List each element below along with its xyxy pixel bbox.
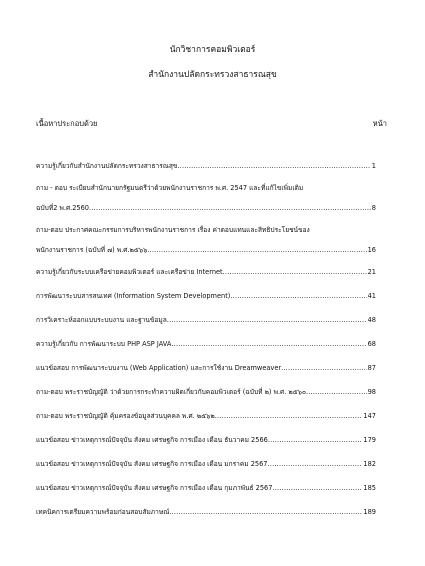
toc-entry-page-number: 8 (371, 204, 376, 212)
toc-entry-line (36, 483, 376, 493)
toc-entry-title-line: ถาม-ตอบ ประกาศคณะกรรมการบริหารพนักงานราชการ เรื่อง ค่าตอบแทนและสิทธิประโยชน์ของ (36, 226, 310, 234)
toc-entry-title: ความรู้เกี่ยวกับระบบเครือข่ายคอมพิวเตอร์ และเครือข่าย Internet (36, 268, 223, 276)
toc-entry-title: การวิเคราะห์ออกแบบระบบงาน และฐานข้อมูล (36, 316, 167, 324)
toc-entry (36, 291, 376, 301)
toc-entry-title: แนวข้อสอบ ข่าวเหตุการณ์ปัจจุบัน สังคม เศรษฐกิจ การเมือง เดือน มกราคม 2567 (36, 460, 268, 468)
toc-entry-title: ถาม-ตอบ พระราชบัญญัติ ว่าด้วยการกระทำความผิดเกี่ยวกับคอมพิวเตอร์ (ฉบับที่ ๒) พ.ศ. ๒๕๖๐ (36, 388, 306, 396)
toc-entry-page-number: 68 (367, 340, 376, 348)
toc-entry-line (36, 363, 376, 373)
toc-entry-line (36, 459, 376, 469)
dot-leader (281, 363, 367, 373)
toc-entry-line (36, 267, 376, 277)
toc-entry-title: พนักงานราชการ (ฉบับที่ ๗) พ.ศ.๒๕๖๖ (36, 246, 148, 254)
dot-leader (268, 435, 363, 445)
toc-entry-page-number: 87 (367, 364, 376, 372)
toc-entry-page-number: 179 (363, 436, 376, 444)
toc-entry-line (36, 507, 376, 517)
toc-entry-title: ความรู้เกี่ยวกับสำนักงานปลัดกระทรวงสาธารณสุข (36, 162, 178, 170)
toc-entry-line (36, 245, 376, 255)
toc-entry-line (36, 411, 376, 421)
document-subtitle: สำนักงานปลัดกระทรวงสาธารณสุข (148, 70, 277, 80)
toc-entry-title: ฉบับที่2 พ.ศ.2560 (36, 204, 90, 212)
dot-leader (230, 291, 366, 301)
toc-entry (36, 315, 376, 325)
toc-entry (36, 363, 376, 373)
toc-entry (36, 339, 376, 349)
toc-entry-line (36, 435, 376, 445)
toc-entry-title: การพัฒนาระบบสารสนเทศ (Information System Development) (36, 292, 231, 300)
page-column-label: หน้า (372, 119, 387, 128)
toc-entry-page-number: 16 (367, 246, 376, 254)
toc-entry-page-number: 147 (363, 412, 376, 420)
toc-entry (36, 507, 376, 517)
toc-entry-title: ความรู้เกี่ยวกับ การพัฒนาระบบ PHP ASP JAVA (36, 340, 172, 348)
dot-leader (272, 483, 362, 493)
dot-leader (147, 245, 366, 255)
toc-entry-page-number: 41 (367, 292, 376, 300)
toc-entry-title: แนวข้อสอบ ข่าวเหตุการณ์ปัจจุบัน สังคม เศรษฐกิจ การเมือง เดือน กุมภาพันธ์ 2567 (36, 484, 273, 492)
toc-entry-line (36, 387, 376, 397)
toc-entry-page-number: 98 (367, 388, 376, 396)
document-title: นักวิชาการคอมพิวเตอร์ (169, 45, 256, 55)
toc-entry-title-line: ถาม - ตอบ ระเบียบสำนักนายกรัฐมนตรีว่าด้วยพนักงานราชการ พ.ศ. 2547 และที่แก้ไขเพิ่มเติม (36, 184, 304, 192)
toc-entry-title: เทคนิคการเตรียมความพร้อมก่อนสอบสัมภาษณ์ (36, 508, 170, 516)
toc-header (36, 118, 387, 130)
toc-entry-line (36, 315, 376, 325)
toc-entry-line (36, 339, 376, 349)
toc-label: เนื้อหาประกอบด้วย (36, 119, 98, 128)
toc-entry (36, 161, 376, 171)
toc-entry (36, 267, 376, 277)
toc-entry-title: ถาม-ตอบ พระราชบัญญัติ คุ้มครองข้อมูลส่วนบุคคล พ.ศ. ๒๕๖๒ (36, 412, 215, 420)
toc-entry (36, 411, 376, 421)
dot-leader (223, 267, 367, 277)
toc-entry (36, 435, 376, 445)
toc-entry-page-number: 48 (367, 316, 376, 324)
dot-leader (171, 339, 366, 349)
toc-entry-line (36, 291, 376, 301)
toc-entry (36, 225, 376, 255)
dot-leader (169, 507, 362, 517)
dot-leader (89, 203, 371, 213)
toc-entry-page-number: 182 (363, 460, 376, 468)
toc-entry-title: แนวข้อสอบ การพัฒนาระบบงาน (Web Application) และการใช้งาน Dreamweaver (36, 364, 282, 372)
toc-entry (36, 387, 376, 397)
toc-entry-page-number: 1 (371, 162, 376, 170)
toc-entry-page-number: 185 (363, 484, 376, 492)
dot-leader (215, 411, 363, 421)
toc-entry-page-number: 21 (367, 268, 376, 276)
toc-entry-page-number: 189 (363, 508, 376, 516)
toc-entry-title: แนวข้อสอบ ข่าวเหตุการณ์ปัจจุบัน สังคม เศรษฐกิจ การเมือง เดือน ธันวาคม 2566 (36, 436, 268, 444)
toc-entry (36, 183, 376, 213)
toc-entry-line (36, 161, 376, 171)
dot-leader (268, 459, 363, 469)
toc-entry (36, 459, 376, 469)
dot-leader (167, 315, 367, 325)
dot-leader (306, 387, 367, 397)
dot-leader (177, 161, 370, 171)
toc-entry (36, 483, 376, 493)
toc-entry-line (36, 203, 376, 213)
